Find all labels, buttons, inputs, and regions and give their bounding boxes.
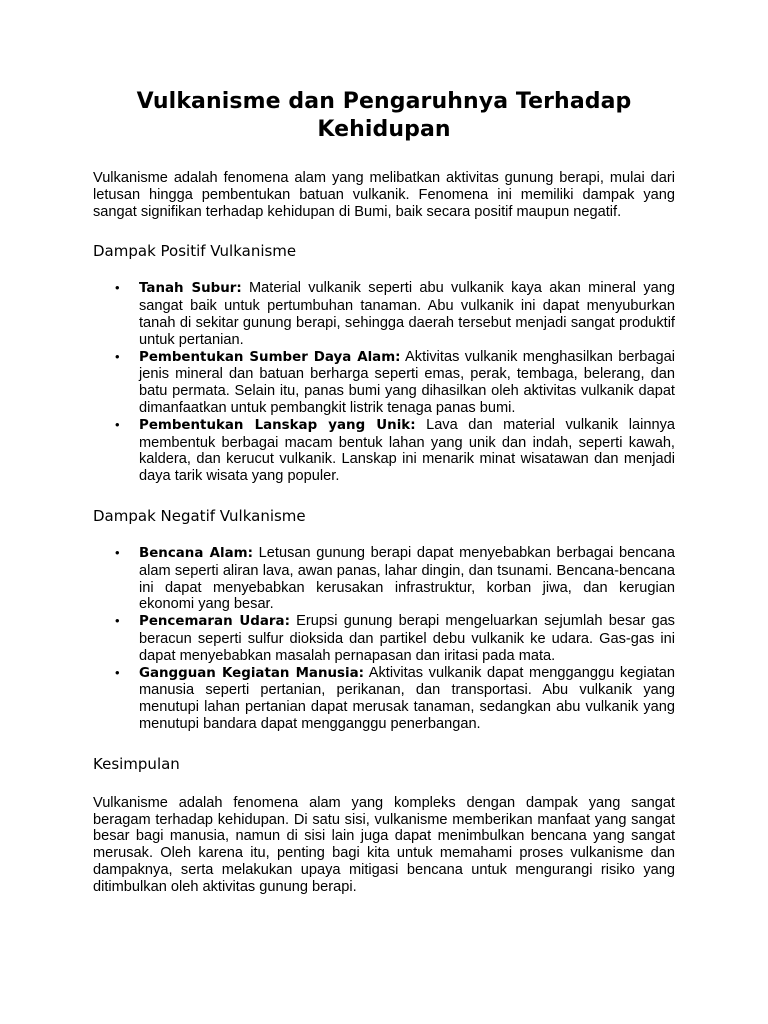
item-term: Pembentukan Lanskap yang Unik: (139, 417, 416, 433)
bullet-icon: • (115, 664, 120, 680)
positive-heading: Dampak Positif Vulkanisme (93, 242, 297, 261)
item-text: Aktivitas vulkanik dapat mengganggu kegiatan manusia seperti pertanian, perikanan, dan transportasi. Abu vulkanik yang menutupi lahan pertanian dapat merusak tanaman, sedangkan abu vulkanik yang menutupi bandara dapat mengganggu penerbangan. (139, 664, 675, 732)
list-item (93, 665, 675, 733)
list-item (93, 417, 675, 485)
item-text: Lava dan material vulkanik lainnya membentuk berbagai macam bentuk lahan yang unik dan indah, seperti kawah, kaldera, dan kerucut vulkanik. Lanskap ini menarik minat wisatawan dan menjadi daya tarik wisata yang populer. (139, 416, 675, 485)
item-text: Letusan gunung berapi dapat menyebabkan berbagai bencana alam seperti aliran lava, awan panas, lahar dingin, dan tsunami. Bencana-bencana ini dapat menyebabkan kerusakan infrastruktur, korban jiwa, dan kerugian ekonomi yang besar. (139, 544, 676, 613)
list-item (93, 545, 675, 613)
intro-paragraph: Vulkanisme adalah fenomena alam yang melibatkan aktivitas gunung berapi, mulai dari letusan hingga pembentukan batuan vulkanik. Fenomena ini memiliki dampak yang sangat signifikan terhadap kehidupan di Bumi, baik secara positif maupun negatif. (93, 170, 675, 220)
negative-heading: Dampak Negatif Vulkanisme (93, 506, 306, 525)
item-term: Pembentukan Sumber Daya Alam: (139, 349, 401, 365)
bullet-icon: • (115, 416, 120, 432)
item-term: Bencana Alam: (139, 545, 253, 561)
list-item (93, 613, 675, 664)
negative-list (93, 545, 675, 733)
list-item (93, 280, 675, 348)
item-text: Material vulkanik seperti abu vulkanik kaya akan mineral yang sangat baik untuk pertumbuhan tanaman. Abu vulkanik ini dapat menyuburkan tanah di sekitar gunung berapi, sehingga daerah tersebut menjadi sangat produktif untuk pertanian. (139, 280, 675, 348)
item-term: Tanah Subur: (139, 281, 242, 297)
item-text: Aktivitas vulkanik menghasilkan berbagai jenis mineral dan batuan berharga seperti emas, perak, tembaga, belerang, dan batu permata. Selain itu, panas bumi yang dihasilkan oleh aktivitas vulkanik dapat dimanfaatkan untuk pembangkit listrik tenaga panas bumi. (139, 348, 675, 416)
document-page (93, 88, 675, 896)
item-term: Pencemaran Udara: (139, 614, 290, 630)
item-term: Gangguan Kegiatan Manusia: (139, 665, 364, 681)
document-title: Vulkanisme dan Pengaruhnya Terhadap Kehidupan (136, 89, 632, 142)
conclusion-paragraph: Vulkanisme adalah fenomena alam yang kompleks dengan dampak yang sangat beragam terhadap kehidupan. Di satu sisi, vulkanisme memberikan manfaat yang sangat besar bagi manusia, namun di sisi lain juga dapat menimbulkan bencana yang sangat merusak. Oleh karena itu, penting bagi kita untuk memahami proses vulkanisme dan dampaknya, serta melakukan upaya mitigasi bencana untuk mengurangi risiko yang ditimbulkan oleh aktivitas gunung berapi. (93, 794, 675, 895)
bullet-icon: • (115, 544, 120, 560)
item-text: Erupsi gunung berapi mengeluarkan sejumlah besar gas beracun seperti sulfur dioksida dan partikel debu vulkanik ke udara. Gas-gas ini dapat menyebabkan masalah pernapasan dan iritasi pada mata. (139, 613, 675, 664)
positive-list (93, 280, 675, 485)
list-item (93, 349, 675, 417)
conclusion-heading: Kesimpulan (93, 754, 180, 773)
bullet-icon: • (115, 613, 120, 629)
bullet-icon: • (115, 348, 120, 364)
bullet-icon: • (115, 280, 120, 296)
